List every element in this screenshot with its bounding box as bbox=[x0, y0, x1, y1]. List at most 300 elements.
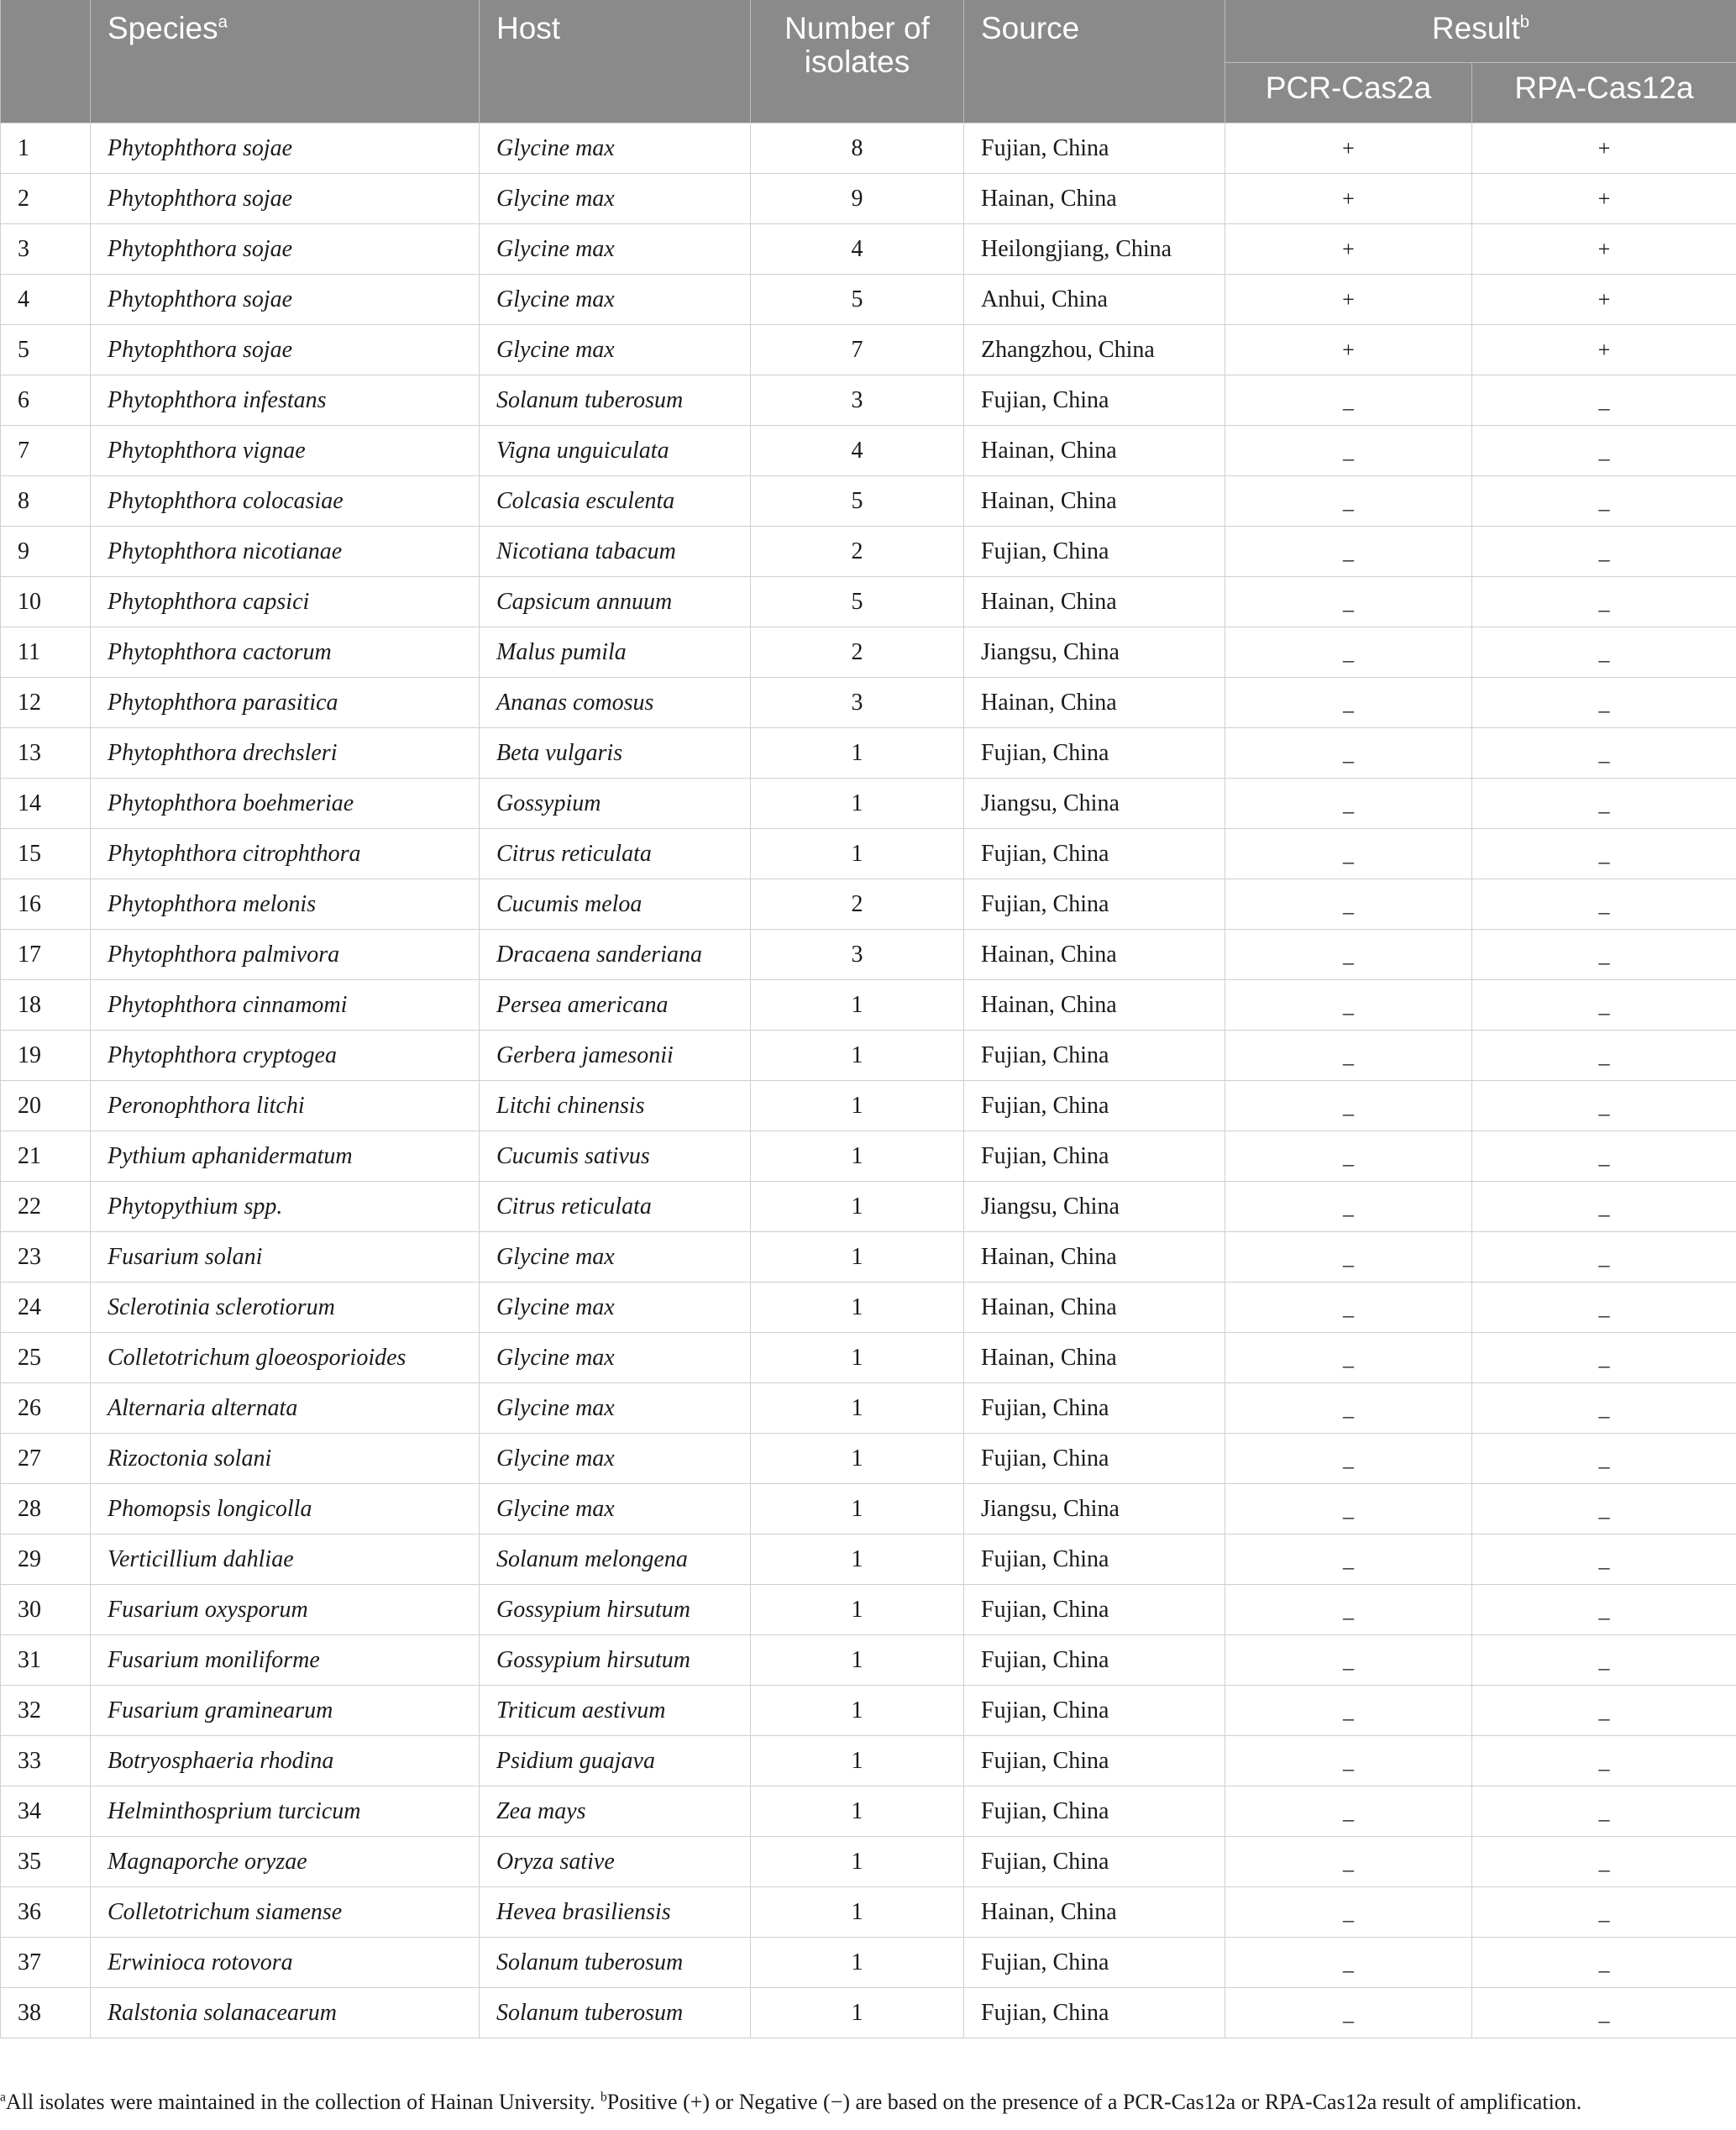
cell-rpa-result: _ bbox=[1472, 879, 1736, 930]
cell-rpa-result: _ bbox=[1472, 426, 1736, 476]
table-row bbox=[1, 275, 1736, 325]
cell-pcr-result: _ bbox=[1225, 1535, 1472, 1585]
footnote-b-text: Positive (+) or Negative (−) are based on the presence of a PCR-Cas12a or RPA-Cas12a result of amplification. bbox=[606, 2090, 1582, 2114]
cell-species: Phytophthora drechsleri bbox=[91, 728, 480, 779]
cell-number-of-isolates: 1 bbox=[751, 1182, 964, 1232]
cell-number-of-isolates: 2 bbox=[751, 879, 964, 930]
table-row bbox=[1, 375, 1736, 426]
cell-species: Phytophthora cryptogea bbox=[91, 1031, 480, 1081]
cell-rpa-result: + bbox=[1472, 123, 1736, 174]
cell-number-of-isolates: 1 bbox=[751, 829, 964, 879]
cell-source: Hainan, China bbox=[964, 1887, 1225, 1938]
cell-host: Triticum aestivum bbox=[480, 1686, 751, 1736]
cell-number-of-isolates: 1 bbox=[751, 1635, 964, 1686]
cell-species: Ralstonia solanacearum bbox=[91, 1988, 480, 2038]
cell-rpa-result: _ bbox=[1472, 678, 1736, 728]
table-row bbox=[1, 1081, 1736, 1131]
cell-pcr-result: _ bbox=[1225, 1383, 1472, 1434]
cell-source: Hainan, China bbox=[964, 426, 1225, 476]
cell-source: Jiangsu, China bbox=[964, 1484, 1225, 1535]
cell-species: Alternaria alternata bbox=[91, 1383, 480, 1434]
cell-pcr-result: _ bbox=[1225, 1081, 1472, 1131]
table-body bbox=[1, 123, 1736, 2038]
cell-rpa-result: _ bbox=[1472, 1988, 1736, 2038]
cell-species: Phytophthora sojae bbox=[91, 275, 480, 325]
table-row bbox=[1, 426, 1736, 476]
cell-host: Ananas comosus bbox=[480, 678, 751, 728]
cell-species: Phytophthora boehmeriae bbox=[91, 779, 480, 829]
cell-number-of-isolates: 3 bbox=[751, 375, 964, 426]
table-header bbox=[1, 0, 1736, 123]
table-row bbox=[1, 1635, 1736, 1686]
cell-rpa-result: _ bbox=[1472, 476, 1736, 527]
cell-index: 20 bbox=[1, 1081, 91, 1131]
cell-species: Phytopythium spp. bbox=[91, 1182, 480, 1232]
cell-species: Fusarium moniliforme bbox=[91, 1635, 480, 1686]
cell-host: Gossypium hirsutum bbox=[480, 1635, 751, 1686]
cell-number-of-isolates: 1 bbox=[751, 1383, 964, 1434]
cell-source: Jiangsu, China bbox=[964, 779, 1225, 829]
cell-host: Glycine max bbox=[480, 123, 751, 174]
cell-species: Erwinioca rotovora bbox=[91, 1938, 480, 1988]
cell-source: Anhui, China bbox=[964, 275, 1225, 325]
table-row bbox=[1, 779, 1736, 829]
cell-species: Phytophthora parasitica bbox=[91, 678, 480, 728]
cell-rpa-result: _ bbox=[1472, 1283, 1736, 1333]
cell-index: 29 bbox=[1, 1535, 91, 1585]
cell-index: 37 bbox=[1, 1938, 91, 1988]
cell-index: 25 bbox=[1, 1333, 91, 1383]
cell-pcr-result: _ bbox=[1225, 980, 1472, 1031]
cell-host: Solanum tuberosum bbox=[480, 375, 751, 426]
cell-number-of-isolates: 1 bbox=[751, 1736, 964, 1786]
cell-host: Glycine max bbox=[480, 1383, 751, 1434]
cell-pcr-result: _ bbox=[1225, 1887, 1472, 1938]
cell-rpa-result: _ bbox=[1472, 1938, 1736, 1988]
cell-index: 9 bbox=[1, 527, 91, 577]
cell-pcr-result: + bbox=[1225, 275, 1472, 325]
cell-index: 2 bbox=[1, 174, 91, 224]
cell-host: Beta vulgaris bbox=[480, 728, 751, 779]
cell-source: Jiangsu, China bbox=[964, 627, 1225, 678]
cell-rpa-result: _ bbox=[1472, 627, 1736, 678]
cell-number-of-isolates: 1 bbox=[751, 980, 964, 1031]
cell-host: Gossypium bbox=[480, 779, 751, 829]
cell-pcr-result: _ bbox=[1225, 375, 1472, 426]
table-row bbox=[1, 1535, 1736, 1585]
cell-host: Gossypium hirsutum bbox=[480, 1585, 751, 1635]
cell-species: Phytophthora sojae bbox=[91, 123, 480, 174]
cell-species: Fusarium solani bbox=[91, 1232, 480, 1283]
cell-number-of-isolates: 1 bbox=[751, 1333, 964, 1383]
cell-pcr-result: _ bbox=[1225, 1434, 1472, 1484]
cell-rpa-result: _ bbox=[1472, 829, 1736, 879]
cell-host: Gerbera jamesonii bbox=[480, 1031, 751, 1081]
cell-species: Phytophthora vignae bbox=[91, 426, 480, 476]
cell-number-of-isolates: 4 bbox=[751, 224, 964, 275]
cell-pcr-result: + bbox=[1225, 174, 1472, 224]
cell-rpa-result: _ bbox=[1472, 1585, 1736, 1635]
cell-species: Fusarium oxysporum bbox=[91, 1585, 480, 1635]
cell-source: Hainan, China bbox=[964, 678, 1225, 728]
table-row bbox=[1, 1333, 1736, 1383]
cell-rpa-result: _ bbox=[1472, 1333, 1736, 1383]
table-row bbox=[1, 1887, 1736, 1938]
cell-source: Fujian, China bbox=[964, 1434, 1225, 1484]
cell-rpa-result: _ bbox=[1472, 1786, 1736, 1837]
cell-pcr-result: _ bbox=[1225, 1786, 1472, 1837]
cell-number-of-isolates: 5 bbox=[751, 577, 964, 627]
cell-pcr-result: _ bbox=[1225, 728, 1472, 779]
table-row bbox=[1, 1736, 1736, 1786]
cell-number-of-isolates: 4 bbox=[751, 426, 964, 476]
cell-host: Glycine max bbox=[480, 1484, 751, 1535]
cell-number-of-isolates: 2 bbox=[751, 627, 964, 678]
table-row bbox=[1, 476, 1736, 527]
cell-index: 34 bbox=[1, 1786, 91, 1837]
cell-host: Cucumis meloa bbox=[480, 879, 751, 930]
cell-number-of-isolates: 1 bbox=[751, 1938, 964, 1988]
cell-rpa-result: _ bbox=[1472, 1484, 1736, 1535]
cell-number-of-isolates: 7 bbox=[751, 325, 964, 375]
cell-species: Phytophthora sojae bbox=[91, 325, 480, 375]
cell-index: 10 bbox=[1, 577, 91, 627]
cell-pcr-result: _ bbox=[1225, 1182, 1472, 1232]
table-row bbox=[1, 1131, 1736, 1182]
cell-index: 17 bbox=[1, 930, 91, 980]
cell-index: 11 bbox=[1, 627, 91, 678]
cell-rpa-result: _ bbox=[1472, 779, 1736, 829]
cell-source: Fujian, China bbox=[964, 375, 1225, 426]
cell-number-of-isolates: 1 bbox=[751, 1081, 964, 1131]
cell-pcr-result: _ bbox=[1225, 1131, 1472, 1182]
footnote-a-text: All isolates were maintained in the collection of Hainan University. bbox=[5, 2090, 595, 2114]
cell-index: 18 bbox=[1, 980, 91, 1031]
cell-host: Zea mays bbox=[480, 1786, 751, 1837]
table-row bbox=[1, 728, 1736, 779]
cell-index: 6 bbox=[1, 375, 91, 426]
cell-index: 3 bbox=[1, 224, 91, 275]
cell-source: Fujian, China bbox=[964, 728, 1225, 779]
cell-number-of-isolates: 1 bbox=[751, 1887, 964, 1938]
cell-pcr-result: _ bbox=[1225, 930, 1472, 980]
table-row bbox=[1, 1786, 1736, 1837]
cell-number-of-isolates: 1 bbox=[751, 1131, 964, 1182]
cell-rpa-result: _ bbox=[1472, 577, 1736, 627]
cell-rpa-result: _ bbox=[1472, 728, 1736, 779]
header-number-of-isolates: Number of isolates bbox=[751, 0, 964, 123]
cell-index: 33 bbox=[1, 1736, 91, 1786]
table-row bbox=[1, 627, 1736, 678]
cell-number-of-isolates: 5 bbox=[751, 275, 964, 325]
cell-index: 22 bbox=[1, 1182, 91, 1232]
cell-species: Sclerotinia sclerotiorum bbox=[91, 1283, 480, 1333]
table-row bbox=[1, 1988, 1736, 2038]
cell-index: 31 bbox=[1, 1635, 91, 1686]
cell-rpa-result: + bbox=[1472, 325, 1736, 375]
cell-species: Phytophthora nicotianae bbox=[91, 527, 480, 577]
cell-species: Phytophthora palmivora bbox=[91, 930, 480, 980]
cell-source: Jiangsu, China bbox=[964, 1182, 1225, 1232]
cell-host: Glycine max bbox=[480, 174, 751, 224]
header-index bbox=[1, 0, 91, 123]
cell-source: Fujian, China bbox=[964, 1585, 1225, 1635]
cell-number-of-isolates: 1 bbox=[751, 1585, 964, 1635]
cell-source: Fujian, China bbox=[964, 1535, 1225, 1585]
cell-index: 32 bbox=[1, 1686, 91, 1736]
cell-source: Fujian, China bbox=[964, 1988, 1225, 2038]
cell-rpa-result: _ bbox=[1472, 1182, 1736, 1232]
table-row bbox=[1, 1182, 1736, 1232]
cell-source: Fujian, China bbox=[964, 1383, 1225, 1434]
cell-pcr-result: _ bbox=[1225, 1283, 1472, 1333]
cell-rpa-result: _ bbox=[1472, 1686, 1736, 1736]
cell-host: Hevea brasiliensis bbox=[480, 1887, 751, 1938]
cell-host: Oryza sative bbox=[480, 1837, 751, 1887]
cell-species: Phytophthora infestans bbox=[91, 375, 480, 426]
cell-rpa-result: _ bbox=[1472, 1081, 1736, 1131]
cell-index: 38 bbox=[1, 1988, 91, 2038]
cell-index: 21 bbox=[1, 1131, 91, 1182]
cell-index: 12 bbox=[1, 678, 91, 728]
cell-host: Glycine max bbox=[480, 1283, 751, 1333]
cell-species: Phytophthora citrophthora bbox=[91, 829, 480, 879]
cell-species: Colletotrichum siamense bbox=[91, 1887, 480, 1938]
cell-rpa-result: _ bbox=[1472, 1434, 1736, 1484]
cell-host: Solanum melongena bbox=[480, 1535, 751, 1585]
cell-pcr-result: _ bbox=[1225, 476, 1472, 527]
footnote-b-marker: b bbox=[600, 2090, 607, 2105]
cell-pcr-result: _ bbox=[1225, 678, 1472, 728]
table-row bbox=[1, 1031, 1736, 1081]
cell-pcr-result: _ bbox=[1225, 1635, 1472, 1686]
cell-pcr-result: _ bbox=[1225, 1686, 1472, 1736]
cell-number-of-isolates: 1 bbox=[751, 1535, 964, 1585]
cell-pcr-result: + bbox=[1225, 224, 1472, 275]
cell-source: Heilongjiang, China bbox=[964, 224, 1225, 275]
cell-host: Glycine max bbox=[480, 1333, 751, 1383]
cell-number-of-isolates: 1 bbox=[751, 1283, 964, 1333]
cell-rpa-result: _ bbox=[1472, 1131, 1736, 1182]
cell-host: Glycine max bbox=[480, 275, 751, 325]
cell-source: Fujian, China bbox=[964, 1031, 1225, 1081]
cell-rpa-result: _ bbox=[1472, 1887, 1736, 1938]
cell-species: Phytophthora cinnamomi bbox=[91, 980, 480, 1031]
cell-species: Rizoctonia solani bbox=[91, 1434, 480, 1484]
cell-pcr-result: _ bbox=[1225, 527, 1472, 577]
cell-source: Fujian, China bbox=[964, 1786, 1225, 1837]
header-result: Result$^b$ bbox=[1225, 0, 1736, 62]
cell-number-of-isolates: 3 bbox=[751, 678, 964, 728]
cell-index: 30 bbox=[1, 1585, 91, 1635]
header-rpa-cas12a: RPA-Cas12a bbox=[1472, 62, 1736, 123]
cell-rpa-result: _ bbox=[1472, 1535, 1736, 1585]
cell-index: 19 bbox=[1, 1031, 91, 1081]
cell-source: Fujian, China bbox=[964, 879, 1225, 930]
cell-host: Capsicum annuum bbox=[480, 577, 751, 627]
cell-index: 23 bbox=[1, 1232, 91, 1283]
table-row bbox=[1, 829, 1736, 879]
cell-source: Hainan, China bbox=[964, 174, 1225, 224]
cell-number-of-isolates: 1 bbox=[751, 728, 964, 779]
table-row bbox=[1, 678, 1736, 728]
cell-index: 1 bbox=[1, 123, 91, 174]
cell-host: Psidium guajava bbox=[480, 1736, 751, 1786]
cell-source: Hainan, China bbox=[964, 980, 1225, 1031]
cell-rpa-result: + bbox=[1472, 275, 1736, 325]
cell-pcr-result: _ bbox=[1225, 426, 1472, 476]
cell-index: 26 bbox=[1, 1383, 91, 1434]
cell-rpa-result: _ bbox=[1472, 1837, 1736, 1887]
cell-index: 8 bbox=[1, 476, 91, 527]
cell-pcr-result: _ bbox=[1225, 879, 1472, 930]
cell-pcr-result: _ bbox=[1225, 1736, 1472, 1786]
cell-host: Dracaena sanderiana bbox=[480, 930, 751, 980]
table-row bbox=[1, 1585, 1736, 1635]
header-source: Source bbox=[964, 0, 1225, 123]
cell-species: Magnaporche oryzae bbox=[91, 1837, 480, 1887]
cell-species: Phytophthora sojae bbox=[91, 224, 480, 275]
table-row bbox=[1, 1434, 1736, 1484]
cell-source: Hainan, China bbox=[964, 577, 1225, 627]
cell-rpa-result: _ bbox=[1472, 1383, 1736, 1434]
cell-index: 28 bbox=[1, 1484, 91, 1535]
cell-number-of-isolates: 5 bbox=[751, 476, 964, 527]
table-row bbox=[1, 1232, 1736, 1283]
cell-rpa-result: _ bbox=[1472, 1232, 1736, 1283]
table-row bbox=[1, 1938, 1736, 1988]
cell-source: Fujian, China bbox=[964, 527, 1225, 577]
cell-rpa-result: _ bbox=[1472, 1736, 1736, 1786]
cell-source: Fujian, China bbox=[964, 1081, 1225, 1131]
cell-pcr-result: _ bbox=[1225, 1585, 1472, 1635]
table-row bbox=[1, 527, 1736, 577]
table-row bbox=[1, 1837, 1736, 1887]
table-row bbox=[1, 224, 1736, 275]
cell-index: 16 bbox=[1, 879, 91, 930]
cell-source: Fujian, China bbox=[964, 1837, 1225, 1887]
cell-number-of-isolates: 8 bbox=[751, 123, 964, 174]
cell-number-of-isolates: 3 bbox=[751, 930, 964, 980]
cell-host: Solanum tuberosum bbox=[480, 1988, 751, 2038]
cell-index: 35 bbox=[1, 1837, 91, 1887]
cell-pcr-result: _ bbox=[1225, 1484, 1472, 1535]
cell-pcr-result: + bbox=[1225, 325, 1472, 375]
cell-number-of-isolates: 1 bbox=[751, 1837, 964, 1887]
cell-species: Pythium aphanidermatum bbox=[91, 1131, 480, 1182]
cell-index: 5 bbox=[1, 325, 91, 375]
cell-host: Citrus reticulata bbox=[480, 1182, 751, 1232]
table-row bbox=[1, 1383, 1736, 1434]
cell-index: 15 bbox=[1, 829, 91, 879]
cell-host: Colcasia esculenta bbox=[480, 476, 751, 527]
cell-number-of-isolates: 2 bbox=[751, 527, 964, 577]
table-row bbox=[1, 174, 1736, 224]
cell-species: Phytophthora capsici bbox=[91, 577, 480, 627]
cell-source: Zhangzhou, China bbox=[964, 325, 1225, 375]
cell-rpa-result: _ bbox=[1472, 527, 1736, 577]
footnote-a-marker: a bbox=[0, 2090, 6, 2105]
cell-species: Phytophthora cactorum bbox=[91, 627, 480, 678]
cell-source: Hainan, China bbox=[964, 1333, 1225, 1383]
cell-pcr-result: _ bbox=[1225, 627, 1472, 678]
cell-host: Glycine max bbox=[480, 1232, 751, 1283]
cell-rpa-result: + bbox=[1472, 174, 1736, 224]
cell-source: Hainan, China bbox=[964, 930, 1225, 980]
table-row bbox=[1, 1283, 1736, 1333]
header-species: Species$^a$ bbox=[91, 0, 480, 123]
table-row bbox=[1, 325, 1736, 375]
cell-host: Glycine max bbox=[480, 1434, 751, 1484]
cell-species: Phytophthora colocasiae bbox=[91, 476, 480, 527]
cell-pcr-result: _ bbox=[1225, 1031, 1472, 1081]
cell-host: Litchi chinensis bbox=[480, 1081, 751, 1131]
cell-host: Nicotiana tabacum bbox=[480, 527, 751, 577]
cell-source: Fujian, China bbox=[964, 1635, 1225, 1686]
cell-rpa-result: + bbox=[1472, 224, 1736, 275]
cell-species: Verticillium dahliae bbox=[91, 1535, 480, 1585]
cell-number-of-isolates: 1 bbox=[751, 1786, 964, 1837]
cell-source: Hainan, China bbox=[964, 1232, 1225, 1283]
table-row bbox=[1, 123, 1736, 174]
cell-host: Vigna unguiculata bbox=[480, 426, 751, 476]
cell-host: Solanum tuberosum bbox=[480, 1938, 751, 1988]
cell-pcr-result: _ bbox=[1225, 779, 1472, 829]
cell-rpa-result: _ bbox=[1472, 1635, 1736, 1686]
cell-source: Fujian, China bbox=[964, 1686, 1225, 1736]
cell-rpa-result: _ bbox=[1472, 1031, 1736, 1081]
table-row bbox=[1, 1484, 1736, 1535]
cell-rpa-result: _ bbox=[1472, 930, 1736, 980]
cell-host: Persea americana bbox=[480, 980, 751, 1031]
header-pcr-cas2a: PCR-Cas2a bbox=[1225, 62, 1472, 123]
cell-pcr-result: _ bbox=[1225, 1837, 1472, 1887]
cell-index: 24 bbox=[1, 1283, 91, 1333]
table-row bbox=[1, 1686, 1736, 1736]
cell-host: Citrus reticulata bbox=[480, 829, 751, 879]
cell-number-of-isolates: 9 bbox=[751, 174, 964, 224]
cell-pcr-result: _ bbox=[1225, 577, 1472, 627]
cell-host: Glycine max bbox=[480, 325, 751, 375]
cell-number-of-isolates: 1 bbox=[751, 1232, 964, 1283]
cell-rpa-result: _ bbox=[1472, 375, 1736, 426]
table-row bbox=[1, 879, 1736, 930]
cell-index: 27 bbox=[1, 1434, 91, 1484]
cell-index: 4 bbox=[1, 275, 91, 325]
cell-source: Hainan, China bbox=[964, 1283, 1225, 1333]
cell-host: Cucumis sativus bbox=[480, 1131, 751, 1182]
header-host: Host bbox=[480, 0, 751, 123]
cell-source: Fujian, China bbox=[964, 1938, 1225, 1988]
cell-host: Malus pumila bbox=[480, 627, 751, 678]
cell-rpa-result: _ bbox=[1472, 980, 1736, 1031]
cell-pcr-result: _ bbox=[1225, 1232, 1472, 1283]
cell-number-of-isolates: 1 bbox=[751, 1031, 964, 1081]
cell-number-of-isolates: 1 bbox=[751, 1686, 964, 1736]
cell-source: Hainan, China bbox=[964, 476, 1225, 527]
cell-index: 13 bbox=[1, 728, 91, 779]
cell-host: Glycine max bbox=[480, 224, 751, 275]
cell-number-of-isolates: 1 bbox=[751, 1434, 964, 1484]
cell-species: Colletotrichum gloeosporioides bbox=[91, 1333, 480, 1383]
cell-number-of-isolates: 1 bbox=[751, 1988, 964, 2038]
cell-species: Botryosphaeria rhodina bbox=[91, 1736, 480, 1786]
cell-number-of-isolates: 1 bbox=[751, 1484, 964, 1535]
cell-index: 36 bbox=[1, 1887, 91, 1938]
table-row bbox=[1, 577, 1736, 627]
cell-index: 7 bbox=[1, 426, 91, 476]
cell-species: Phomopsis longicolla bbox=[91, 1484, 480, 1535]
